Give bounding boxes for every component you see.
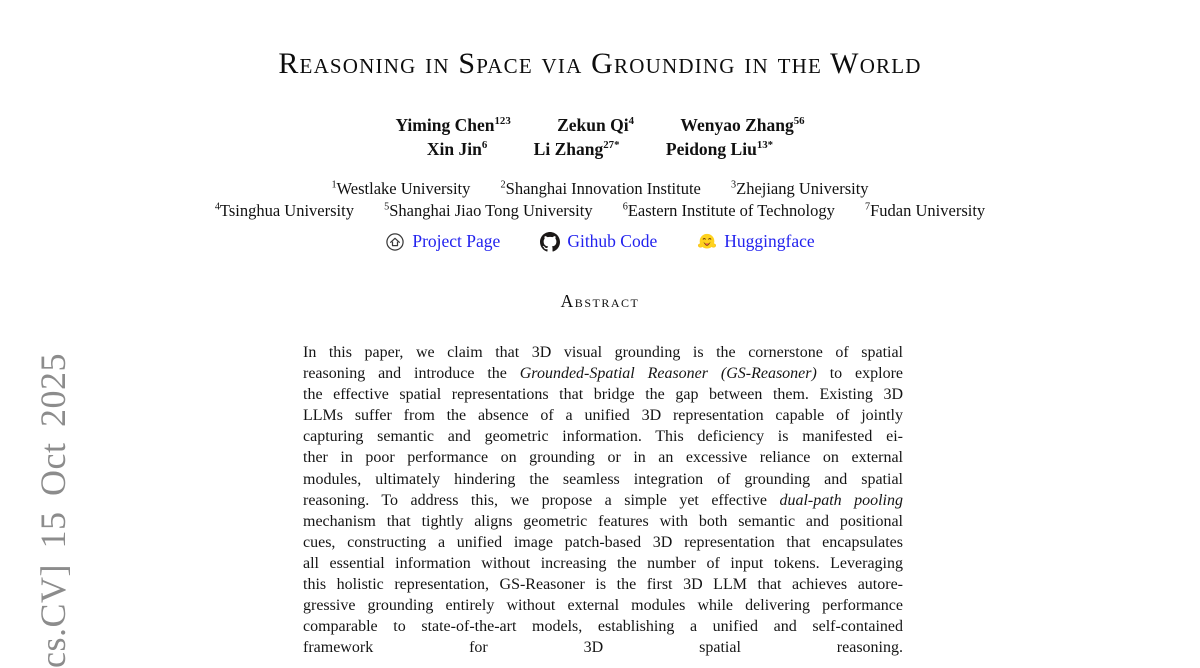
abstract-line: mechanism that tightly aligns geometric features with both semantic and positional: [303, 512, 903, 530]
abstract-line: the effective spatial representations that bridge the gap between them. Existing 3D: [303, 386, 903, 404]
author-name: Zekun Qi: [557, 115, 629, 135]
abstract-line: LLMs suffer from the absence of a unified 3D representation capable of jointly: [303, 407, 903, 425]
huggingface-icon: [697, 232, 717, 252]
paper-title: Reasoning in Space via Grounding in the World: [278, 47, 922, 80]
github-link[interactable]: [540, 231, 657, 252]
abstract-line-partial: framework for 3D spatial reasoning.: [303, 639, 903, 657]
affiliation: [731, 179, 869, 198]
abstract-line: capturing semantic and geometric information. This deficiency is manifested ei-: [303, 428, 903, 446]
abstract-line: all essential information without increasing the number of input tokens. Leveraging: [303, 554, 903, 572]
author: [666, 139, 773, 159]
abstract-line: reasoning. To address this, we propose a simple yet effective dual-path pooling: [303, 491, 903, 509]
author-superscript: 6: [481, 139, 488, 152]
author-block: [0, 113, 1200, 161]
author-row-2: [0, 137, 1200, 161]
affiliation-name: Fudan University: [870, 201, 986, 220]
abstract-line: comparable to state-of-the-art models, establishing a unified and self-contained: [303, 618, 903, 636]
affiliation-superscript: 1: [331, 179, 337, 191]
project-page-label: Project Page: [412, 231, 501, 251]
github-icon: [540, 232, 560, 252]
author-superscript: 123: [494, 115, 511, 128]
affiliation-superscript: 2: [500, 179, 506, 191]
author-superscript: 13*: [756, 139, 774, 152]
affiliation-superscript: 6: [622, 201, 628, 213]
affiliation: [865, 201, 985, 220]
affiliation-name: Shanghai Innovation Institute: [505, 179, 701, 198]
author-name: Wenyao Zhang: [680, 115, 794, 135]
author: [427, 139, 487, 159]
author: [534, 139, 620, 159]
affiliation: [331, 179, 470, 198]
huggingface-link[interactable]: [697, 231, 814, 252]
affiliation-name: Zhejiang University: [736, 179, 869, 198]
arxiv-watermark: cs.CV] 15 Oct 2025: [33, 353, 73, 668]
affiliation-block: [0, 178, 1200, 222]
affiliation-row-2: [0, 200, 1200, 222]
affiliation-superscript: 4: [214, 201, 220, 213]
affiliation: [501, 179, 701, 198]
affiliation: [215, 201, 354, 220]
abstract-line: cues, constructing a unified image patch-based 3D representation that encapsulates: [303, 533, 903, 551]
author-row-1: [0, 113, 1200, 137]
author-superscript: 56: [793, 115, 805, 128]
home-icon: [385, 232, 405, 252]
author: [395, 115, 510, 135]
author-superscript: 4: [628, 115, 635, 128]
affiliation-superscript: 3: [731, 179, 737, 191]
huggingface-label: Huggingface: [724, 231, 815, 251]
author-superscript: 27*: [603, 139, 620, 152]
abstract-body: [303, 342, 903, 658]
affiliation-name: Eastern Institute of Technology: [627, 201, 835, 220]
affiliation-superscript: 5: [384, 201, 390, 213]
affiliation-name: Westlake University: [336, 179, 471, 198]
author: [557, 115, 634, 135]
github-label: Github Code: [567, 231, 658, 251]
author-name: Peidong Liu: [665, 139, 757, 159]
abstract-line: reasoning and introduce the Grounded-Spatial Reasoner (GS-Reasoner) to explore: [303, 365, 903, 383]
abstract-line: In this paper, we claim that 3D visual grounding is the cornerstone of spatial: [303, 344, 903, 361]
project-page-link[interactable]: [385, 231, 500, 252]
abstract-line: modules, ultimately hindering the seamless integration of grounding and spatial: [303, 470, 903, 488]
author-name: Xin Jin: [426, 139, 482, 159]
author-name: Li Zhang: [533, 139, 604, 159]
affiliation-name: Shanghai Jiao Tong University: [389, 201, 593, 220]
abstract-line: this holistic representation, GS-Reasoner is the first 3D LLM that achieves autore-: [303, 576, 903, 594]
affiliation: [623, 201, 835, 220]
affiliation-row-1: [0, 178, 1200, 200]
author: [680, 115, 804, 135]
affiliation-superscript: 7: [865, 201, 871, 213]
abstract-line: ther in poor performance on grounding or in an excessive reliance on external: [303, 449, 903, 467]
abstract-heading: Abstract: [560, 291, 640, 311]
resource-links: [0, 231, 1200, 252]
abstract-line: gressive grounding entirely without external modules while delivering performance: [303, 597, 903, 615]
author-name: Yiming Chen: [395, 115, 495, 135]
affiliation-name: Tsinghua University: [219, 201, 354, 220]
affiliation: [384, 201, 593, 220]
